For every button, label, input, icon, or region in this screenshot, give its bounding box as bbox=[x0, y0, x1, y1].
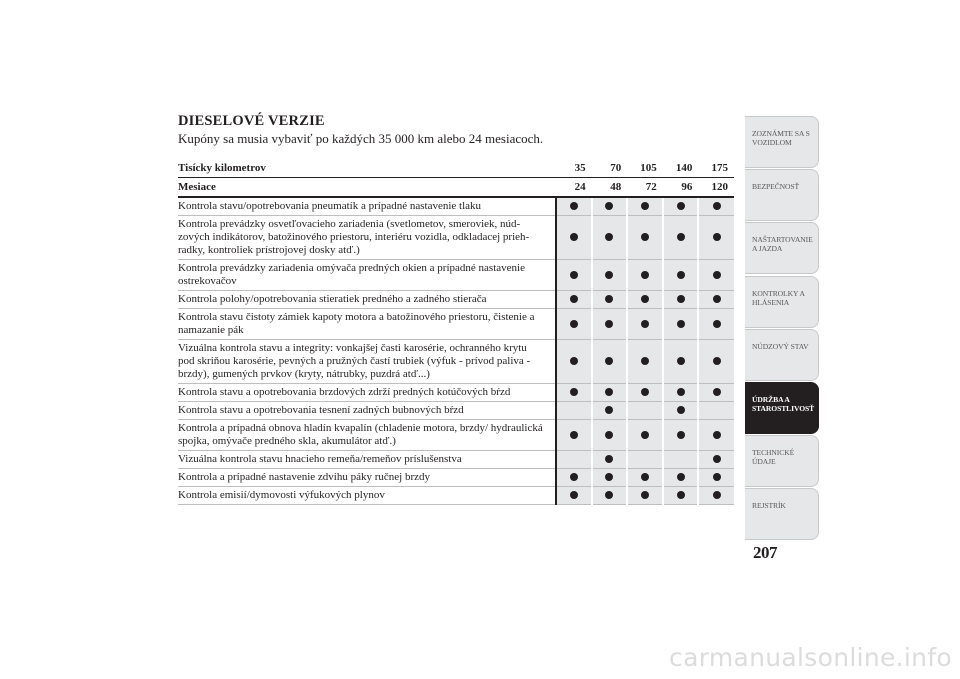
check-dot-icon bbox=[605, 233, 613, 241]
table-row bbox=[178, 420, 734, 451]
table-row bbox=[178, 309, 734, 340]
check-dot-icon bbox=[677, 491, 685, 499]
interval-cell bbox=[556, 487, 592, 505]
interval-cell bbox=[663, 487, 699, 505]
interval-cell bbox=[698, 260, 734, 291]
months-label: Mesiace bbox=[178, 178, 556, 198]
interval-cell bbox=[627, 384, 663, 402]
table-row bbox=[178, 469, 734, 487]
interval-cell bbox=[556, 384, 592, 402]
check-dot-icon bbox=[641, 295, 649, 303]
interval-cell bbox=[663, 260, 699, 291]
interval-cell bbox=[698, 216, 734, 260]
check-dot-icon bbox=[570, 357, 578, 365]
schedule-body bbox=[178, 197, 734, 505]
interval-cell bbox=[698, 309, 734, 340]
interval-cell bbox=[627, 291, 663, 309]
chapter-tab[interactable]: BEZPEČNOSŤ bbox=[745, 169, 819, 221]
header-row-km bbox=[178, 159, 734, 178]
interval-cell bbox=[698, 291, 734, 309]
chapter-tab[interactable]: ZOZNÁMTE SA S VOZIDLOM bbox=[745, 116, 819, 168]
interval-cell bbox=[663, 291, 699, 309]
table-row bbox=[178, 487, 734, 505]
check-dot-icon bbox=[570, 388, 578, 396]
check-dot-icon bbox=[713, 455, 721, 463]
section-heading: DIESELOVÉ VERZIE bbox=[178, 113, 325, 129]
header-row-months bbox=[178, 178, 734, 198]
table-row bbox=[178, 260, 734, 291]
task-description: Kontrola stavu čistoty zámiek kapoty motora a batožinového priestoru, čistenie a namazanie pák bbox=[178, 309, 556, 340]
watermark: carmanualsonline.info bbox=[669, 643, 952, 672]
check-dot-icon bbox=[713, 491, 721, 499]
check-dot-icon bbox=[713, 320, 721, 328]
interval-cell bbox=[556, 291, 592, 309]
table-row bbox=[178, 197, 734, 216]
interval-cell bbox=[663, 340, 699, 384]
check-dot-icon bbox=[605, 473, 613, 481]
check-dot-icon bbox=[641, 233, 649, 241]
task-description: Vizuálna kontrola stavu hnacieho remeňa/remeňov príslušenstva bbox=[178, 451, 556, 469]
check-dot-icon bbox=[641, 202, 649, 210]
check-dot-icon bbox=[605, 271, 613, 279]
check-dot-icon bbox=[570, 202, 578, 210]
check-dot-icon bbox=[713, 431, 721, 439]
check-dot-icon bbox=[570, 473, 578, 481]
interval-cell bbox=[663, 451, 699, 469]
check-dot-icon bbox=[641, 431, 649, 439]
interval-cell bbox=[627, 260, 663, 291]
task-description: Kontrola stavu a opotrebovania tesnení zadných bubnových bŕzd bbox=[178, 402, 556, 420]
section-subheading: Kupóny sa musia vybaviť po každých 35 000 km alebo 24 mesiacoch. bbox=[178, 131, 544, 146]
interval-cell bbox=[592, 384, 628, 402]
months-value: 72 bbox=[627, 178, 663, 198]
months-value: 48 bbox=[592, 178, 628, 198]
task-description: Kontrola a prípadná obnova hladín kvapalín (chladenie motora, brzdy/ hydraulická spojka, omývače predného skla, akumulátor atď.) bbox=[178, 420, 556, 451]
interval-cell bbox=[627, 216, 663, 260]
check-dot-icon bbox=[677, 233, 685, 241]
interval-cell bbox=[627, 420, 663, 451]
table-row bbox=[178, 402, 734, 420]
check-dot-icon bbox=[677, 295, 685, 303]
interval-cell bbox=[592, 469, 628, 487]
chapter-tab[interactable]: KONTROLKY A HLÁSENIA bbox=[745, 276, 819, 328]
interval-cell bbox=[592, 197, 628, 216]
interval-cell bbox=[698, 487, 734, 505]
interval-cell bbox=[592, 216, 628, 260]
interval-cell bbox=[556, 469, 592, 487]
km-label: Tisícky kilometrov bbox=[178, 159, 556, 178]
maintenance-schedule-table bbox=[178, 159, 734, 505]
interval-cell bbox=[698, 197, 734, 216]
check-dot-icon bbox=[570, 491, 578, 499]
interval-cell bbox=[556, 402, 592, 420]
interval-cell bbox=[663, 402, 699, 420]
interval-cell bbox=[592, 340, 628, 384]
interval-cell bbox=[556, 340, 592, 384]
interval-cell bbox=[698, 451, 734, 469]
check-dot-icon bbox=[605, 320, 613, 328]
km-value: 175 bbox=[698, 159, 734, 178]
check-dot-icon bbox=[641, 473, 649, 481]
check-dot-icon bbox=[605, 357, 613, 365]
check-dot-icon bbox=[677, 473, 685, 481]
task-description: Kontrola emisií/dymovosti výfukových plynov bbox=[178, 487, 556, 505]
interval-cell bbox=[698, 420, 734, 451]
task-description: Kontrola polohy/opotrebovania stieratiek predného a zadného stierača bbox=[178, 291, 556, 309]
check-dot-icon bbox=[677, 320, 685, 328]
interval-cell bbox=[627, 487, 663, 505]
task-description: Kontrola a prípadné nastavenie zdvihu páky ručnej brzdy bbox=[178, 469, 556, 487]
months-value: 96 bbox=[663, 178, 699, 198]
interval-cell bbox=[627, 451, 663, 469]
interval-cell bbox=[556, 216, 592, 260]
task-description: Kontrola stavu a opotrebovania brzdových zdrží predných kotúčových bŕzd bbox=[178, 384, 556, 402]
check-dot-icon bbox=[713, 271, 721, 279]
interval-cell bbox=[556, 260, 592, 291]
check-dot-icon bbox=[677, 357, 685, 365]
km-value: 140 bbox=[663, 159, 699, 178]
interval-cell bbox=[698, 384, 734, 402]
check-dot-icon bbox=[713, 473, 721, 481]
interval-cell bbox=[663, 384, 699, 402]
check-dot-icon bbox=[605, 431, 613, 439]
interval-cell bbox=[556, 420, 592, 451]
interval-cell bbox=[592, 291, 628, 309]
check-dot-icon bbox=[677, 388, 685, 396]
chapter-tab[interactable]: REJSTRÍK bbox=[745, 488, 819, 540]
interval-cell bbox=[592, 451, 628, 469]
check-dot-icon bbox=[713, 357, 721, 365]
interval-cell bbox=[698, 402, 734, 420]
interval-cell bbox=[592, 260, 628, 291]
interval-cell bbox=[698, 340, 734, 384]
table-row bbox=[178, 216, 734, 260]
interval-cell bbox=[556, 451, 592, 469]
chapter-tab[interactable]: TECHNICKÉ ÚDAJE bbox=[745, 435, 819, 487]
check-dot-icon bbox=[713, 202, 721, 210]
check-dot-icon bbox=[570, 233, 578, 241]
page-number: 207 bbox=[753, 543, 777, 562]
check-dot-icon bbox=[641, 491, 649, 499]
interval-cell bbox=[627, 402, 663, 420]
table-row bbox=[178, 340, 734, 384]
interval-cell bbox=[663, 469, 699, 487]
months-value: 120 bbox=[698, 178, 734, 198]
interval-cell bbox=[627, 197, 663, 216]
check-dot-icon bbox=[570, 271, 578, 279]
check-dot-icon bbox=[713, 295, 721, 303]
check-dot-icon bbox=[677, 431, 685, 439]
interval-cell bbox=[627, 340, 663, 384]
check-dot-icon bbox=[605, 202, 613, 210]
check-dot-icon bbox=[605, 491, 613, 499]
check-dot-icon bbox=[605, 455, 613, 463]
interval-cell bbox=[592, 402, 628, 420]
check-dot-icon bbox=[641, 271, 649, 279]
km-value: 35 bbox=[556, 159, 592, 178]
check-dot-icon bbox=[570, 320, 578, 328]
task-description: Kontrola prevádzky zariadenia omývača predných okien a prípadné nastavenie ostrekovačov bbox=[178, 260, 556, 291]
interval-cell bbox=[556, 197, 592, 216]
check-dot-icon bbox=[677, 406, 685, 414]
interval-cell bbox=[663, 216, 699, 260]
check-dot-icon bbox=[641, 388, 649, 396]
task-description: Vizuálna kontrola stavu a integrity: vonkajšej časti karosérie, ochranného krytu pod skriňou karosérie, pevných a pružných častí trubiek (výfuk - prívod paliva - brzdy), gumených prvkov (kryty, nátrubky, puzdrá atď...) bbox=[178, 340, 556, 384]
interval-cell bbox=[592, 420, 628, 451]
interval-cell bbox=[663, 309, 699, 340]
check-dot-icon bbox=[605, 388, 613, 396]
interval-cell bbox=[663, 197, 699, 216]
km-value: 105 bbox=[627, 159, 663, 178]
check-dot-icon bbox=[570, 295, 578, 303]
interval-cell bbox=[627, 309, 663, 340]
check-dot-icon bbox=[677, 271, 685, 279]
chapter-tab[interactable]: ÚDRŽBA A STAROSTLIVOSŤ bbox=[745, 382, 819, 434]
interval-cell bbox=[698, 469, 734, 487]
check-dot-icon bbox=[713, 388, 721, 396]
task-description: Kontrola prevádzky osvetľovacieho zariadenia (svetlometov, smeroviek, núd-zových indikátorov, batožinového priestoru, interiéru vozidla, odkladacej prieh-radky, kontroliek prístrojovej dosky atď.) bbox=[178, 216, 556, 260]
chapter-tab[interactable]: NAŠTARTOVANIE A JAZDA bbox=[745, 222, 819, 274]
km-value: 70 bbox=[592, 159, 628, 178]
interval-cell bbox=[592, 309, 628, 340]
interval-cell bbox=[627, 469, 663, 487]
table-row bbox=[178, 384, 734, 402]
interval-cell bbox=[556, 309, 592, 340]
months-value: 24 bbox=[556, 178, 592, 198]
check-dot-icon bbox=[677, 202, 685, 210]
check-dot-icon bbox=[605, 406, 613, 414]
check-dot-icon bbox=[605, 295, 613, 303]
check-dot-icon bbox=[641, 357, 649, 365]
check-dot-icon bbox=[570, 431, 578, 439]
interval-cell bbox=[663, 420, 699, 451]
check-dot-icon bbox=[713, 233, 721, 241]
check-dot-icon bbox=[641, 320, 649, 328]
table-row bbox=[178, 451, 734, 469]
chapter-tab[interactable]: NÚDZOVÝ STAV bbox=[745, 329, 819, 381]
chapter-tabs bbox=[745, 116, 819, 542]
task-description: Kontrola stavu/opotrebovania pneumatík a prípadné nastavenie tlaku bbox=[178, 197, 556, 216]
interval-cell bbox=[592, 487, 628, 505]
table-row bbox=[178, 291, 734, 309]
